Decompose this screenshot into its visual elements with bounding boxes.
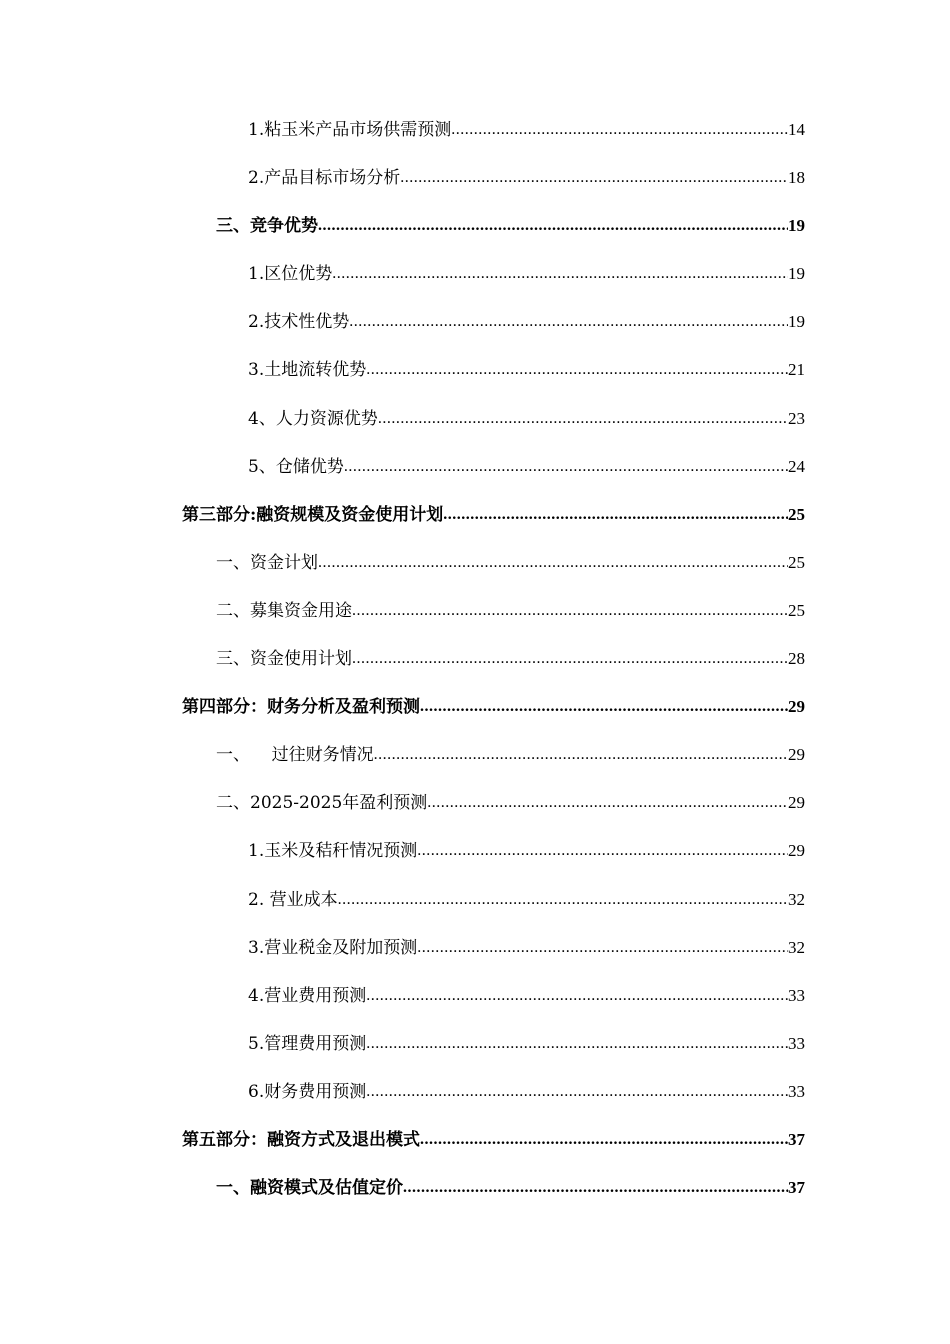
toc-leader-dots (403, 1176, 788, 1200)
toc-entry-page: 19 (788, 264, 805, 284)
toc-entry-page: 32 (788, 937, 805, 957)
toc-entry-label: 第四部分：财务分析及盈利预测 (182, 697, 420, 718)
toc-entry-page: 33 (788, 1081, 805, 1101)
toc-entry-label: 3.营业税金及附加预测 (248, 937, 418, 958)
toc-leader-dots (420, 1128, 788, 1152)
toc-entry[interactable] (0, 407, 950, 455)
toc-entry-page: 37 (788, 1129, 805, 1149)
toc-entry-page: 37 (788, 1178, 805, 1198)
toc-leader-dots (366, 1080, 788, 1104)
toc-leader-dots (443, 503, 788, 527)
toc-entry-page: 29 (788, 697, 805, 717)
toc-entry-page: 33 (788, 1033, 805, 1053)
toc-leader-dots (427, 791, 788, 815)
toc-entry[interactable] (0, 984, 950, 1032)
toc-entry-page: 14 (788, 120, 805, 139)
toc-entry[interactable] (0, 695, 950, 743)
toc-entry-label: 5、仓储优势 (248, 456, 344, 477)
toc-entry-label: 一、资金计划 (216, 552, 318, 573)
toc-entry-label: 一、融资模式及估值定价 (216, 1178, 403, 1199)
toc-leader-dots (338, 888, 788, 912)
toc-entry-label: 1.粘玉米产品市场供需预测 (248, 120, 452, 140)
toc-entry-page: 28 (788, 649, 805, 669)
toc-entry[interactable] (0, 214, 950, 262)
toc-entry-page: 21 (788, 360, 805, 380)
toc-entry-page: 24 (788, 456, 805, 476)
toc-leader-dots (352, 599, 788, 623)
toc-leader-dots (417, 936, 788, 960)
toc-leader-dots (318, 214, 788, 238)
toc-entry-page: 23 (788, 408, 805, 428)
toc-entry[interactable] (0, 455, 950, 503)
toc-leader-dots (352, 647, 788, 671)
toc-entry[interactable] (0, 166, 950, 214)
toc-leader-dots (366, 358, 788, 382)
toc-entry[interactable] (0, 599, 950, 647)
toc-leader-dots (366, 1032, 788, 1056)
toc-entry[interactable] (0, 743, 950, 791)
toc-entry[interactable] (0, 839, 950, 887)
toc-leader-dots (378, 407, 788, 431)
toc-entry-page: 33 (788, 985, 805, 1005)
toc-leader-dots (420, 695, 788, 719)
toc-leader-dots (366, 984, 788, 1008)
toc-entry[interactable] (0, 262, 950, 310)
toc-entry[interactable] (0, 503, 950, 551)
table-of-contents (0, 118, 950, 1224)
toc-entry-label: 三、资金使用计划 (216, 649, 352, 670)
toc-entry-label: 一、 过往财务情况 (216, 745, 374, 766)
toc-entry-label: 1.区位优势 (248, 264, 333, 285)
toc-entry-label: 2.产品目标市场分析 (248, 168, 401, 189)
toc-entry[interactable] (0, 551, 950, 599)
toc-entry[interactable] (0, 888, 950, 936)
toc-leader-dots (417, 839, 788, 863)
toc-entry-label: 3.土地流转优势 (248, 360, 367, 381)
toc-entry-label: 1.玉米及秸秆情况预测 (248, 841, 418, 862)
toc-leader-dots (374, 743, 788, 767)
toc-entry-page: 19 (788, 216, 805, 236)
toc-leader-dots (344, 455, 788, 479)
toc-entry[interactable] (0, 1080, 950, 1128)
toc-entry-page: 29 (788, 793, 805, 813)
toc-entry-label: 第五部分：融资方式及退出模式 (182, 1129, 420, 1150)
toc-entry-label: 2. 营业成本 (248, 889, 338, 910)
toc-leader-dots (318, 551, 788, 575)
toc-entry-page: 25 (788, 504, 805, 524)
toc-entry[interactable] (0, 118, 950, 166)
toc-entry-label: 第三部分:融资规模及资金使用计划 (182, 504, 444, 525)
toc-leader-dots (332, 262, 788, 286)
toc-entry-label: 2.技术性优势 (248, 312, 350, 333)
toc-entry[interactable] (0, 1128, 950, 1176)
toc-entry-page: 25 (788, 600, 805, 620)
toc-entry-page: 29 (788, 745, 805, 765)
toc-entry-page: 18 (788, 168, 805, 188)
toc-leader-dots (451, 118, 788, 142)
toc-entry-label: 三、竞争优势 (216, 216, 318, 237)
toc-entry-label: 6.财务费用预测 (248, 1081, 367, 1102)
toc-entry-page: 25 (788, 552, 805, 572)
toc-entry[interactable] (0, 791, 950, 839)
toc-entry-page: 29 (788, 841, 805, 861)
toc-entry[interactable] (0, 358, 950, 406)
toc-leader-dots (349, 310, 788, 334)
toc-entry-page: 32 (788, 889, 805, 909)
toc-entry-label: 二、2025-2025年盈利预测 (216, 793, 428, 814)
toc-entry[interactable] (0, 647, 950, 695)
toc-entry[interactable] (0, 936, 950, 984)
toc-entry-page: 19 (788, 312, 805, 332)
toc-entry-label: 5.管理费用预测 (248, 1033, 367, 1054)
toc-entry[interactable] (0, 1176, 950, 1224)
toc-leader-dots (400, 166, 788, 190)
toc-entry-label: 4.营业费用预测 (248, 985, 367, 1006)
toc-entry-label: 二、募集资金用途 (216, 600, 352, 621)
toc-entry[interactable] (0, 310, 950, 358)
toc-entry[interactable] (0, 1032, 950, 1080)
toc-entry-label: 4、人力资源优势 (248, 408, 378, 429)
